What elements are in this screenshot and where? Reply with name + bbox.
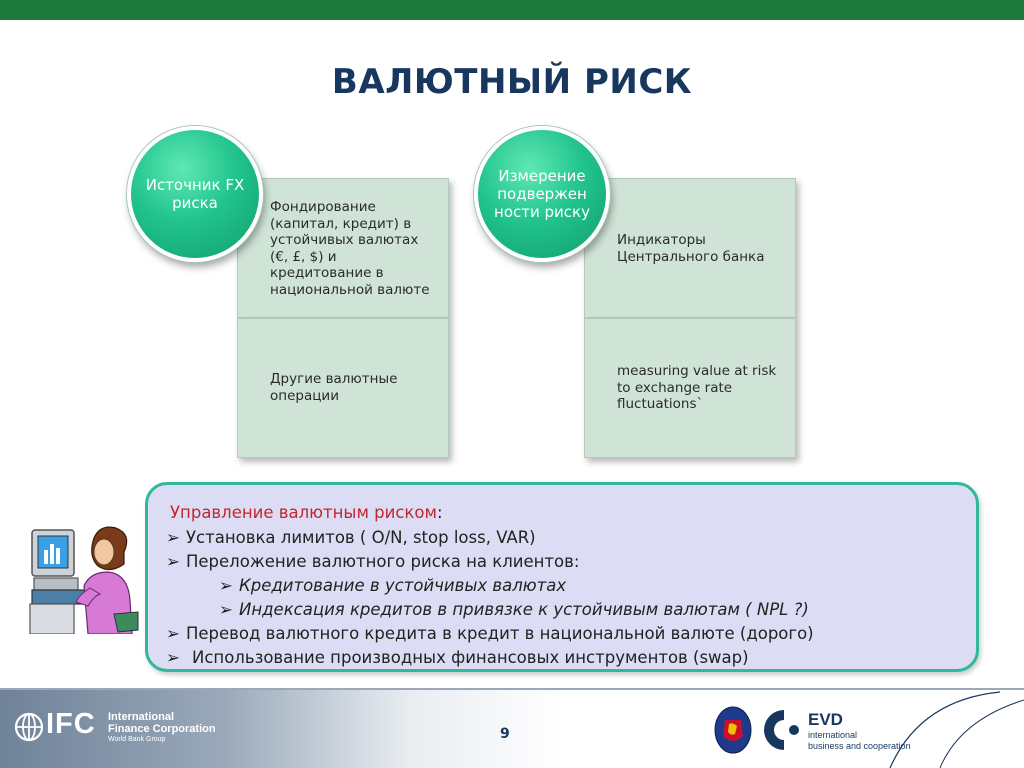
other-operations-text: Другие валютные операции [270,371,398,404]
ifc-name: International Finance Corporation World Bank Group [108,711,216,743]
list-item: ➢ Установка лимитов ( O/N, stop loss, VAR) [166,528,536,547]
risk-management-heading: Управление валютным риском: [170,503,443,522]
cb-indicators-text: Индикаторы Центрального банка [617,232,765,265]
arrow-bullet-icon: ➢ [166,648,180,667]
list-item: ➢ Переложение валютного риска на клиентов: [166,552,580,571]
fx-source-box [237,178,449,318]
arrow-bullet-icon: ➢ [166,552,180,571]
var-measure-box [584,318,796,458]
fx-source-circle-label: Источник FX риска [145,176,245,212]
list-item: ➢ Использование производных финансовых инструментов (swap) [166,648,749,667]
footer [0,690,1024,768]
evd-logo-text: EVD [808,710,843,729]
arrow-bullet-icon: ➢ [166,528,180,547]
page-title: ВАЛЮТНЫЙ РИСК [331,62,693,102]
decorative-swoosh [880,690,1024,768]
world-bank-globe-icon [14,712,44,742]
ifc-logo: IFC [46,708,96,740]
fx-source-circle [127,126,263,262]
evd-logo-icon [764,708,804,752]
arrow-bullet-icon: ➢ [219,576,233,595]
person-at-computer-illustration [28,522,140,634]
var-measure-text: measuring value at risk to exchange rate fluctuations` [617,363,777,412]
evd-tagline: international business and cooperation [808,730,911,751]
page-number: 9 [500,726,510,742]
arrow-bullet-icon: ➢ [166,624,180,643]
exposure-measure-circle [474,126,610,262]
risk-management-heading-text: Управление валютным риском [170,503,437,522]
finland-coat-of-arms-icon [714,706,752,754]
top-accent-bar [0,0,1024,20]
list-item: ➢ Перевод валютного кредита в кредит в национальной валюте (дорого) [166,624,814,643]
other-operations-box [237,318,449,458]
fx-source-text: Фондирование (капитал, кредит) в устойчивых валютах (€, £, $) и кредитование в национальной валюте [270,199,430,298]
cb-indicators-box [584,178,796,318]
risk-management-panel [145,482,979,672]
list-item: ➢ Кредитование в устойчивых валютах [219,576,567,595]
list-item: ➢ Индексация кредитов в привязке к устойчивым валютам ( NPL ?) [219,600,809,619]
arrow-bullet-icon: ➢ [219,600,233,619]
exposure-measure-circle-label: Измерение подвержен ности риску [494,167,590,221]
